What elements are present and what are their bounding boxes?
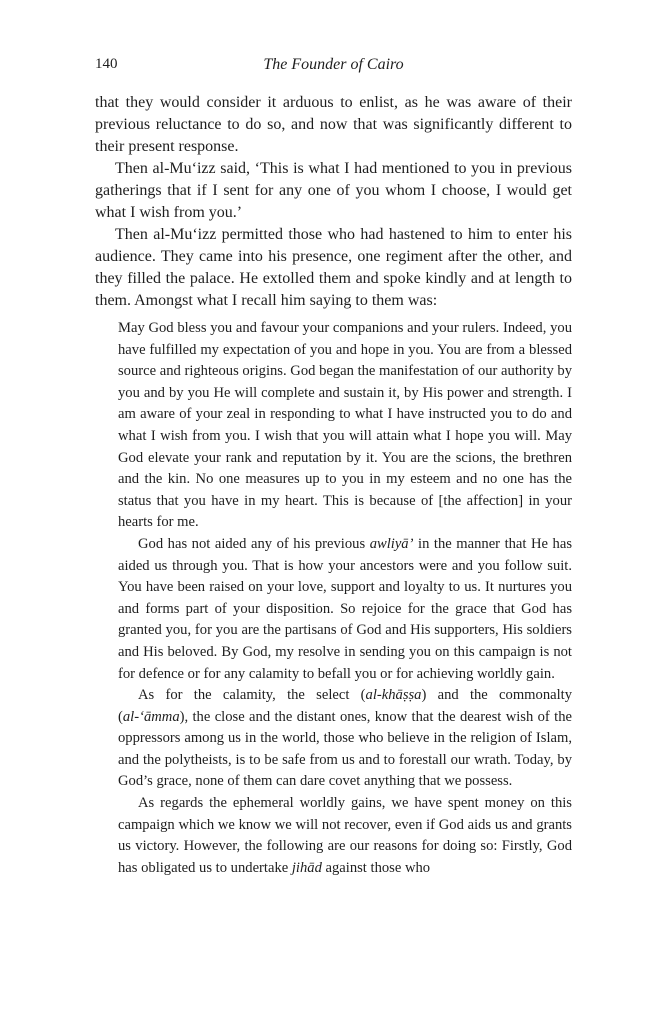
running-title: The Founder of Cairo	[263, 56, 404, 73]
block-quote	[118, 318, 572, 879]
italic-term: jihād	[291, 859, 322, 876]
paragraph: Then al-Mu‘izz permitted those who had hastened to him to enter his audience. They came into his presence, one regiment after the other, and they filled the palace. He extolled them and spoke kindly and at length to them. Amongst what I recall him saying to them was:	[95, 226, 572, 309]
paragraph: Then al-Mu‘izz said, ‘This is what I had mentioned to you in previous gatherings that if I sent for any one of you whom I choose, I would get what I wish from you.’	[95, 160, 572, 221]
quote-paragraph: As for the calamity, the select (al-khāṣṣa) and the commonalty (al-‘āmma), the close and the distant ones, know that the dearest wish of the oppressors among us in the world, those who believe in the religion of Islam, and the polytheists, is to be safe from us and to forestall our wrath. Today, by God’s grace, none of them can dare covet anything that we possess.	[118, 687, 572, 790]
italic-term: al-‘āmma	[122, 708, 180, 725]
quote-paragraph: God has not aided any of his previous awliyā’ in the manner that He has aided us through you. That is how your ancestors were and you follow suit. You have been raised on your love, support and loyalty to us. It nurtures you and forms part of your disposition. So rejoice for the grace that God has granted you, for you are the partisans of God and His supporters, His soldiers and His beloved. By God, my resolve in sending you on this campaign is not for defence or for any calamity to befall you or for achieving worldly gain.	[118, 535, 573, 682]
quote-paragraph: May God bless you and favour your companions and your rulers. Indeed, you have fulfilled my expectation of you and hope in you. You are from a blessed source and righteous origins. God began the manifestation of our authority by you and by you He will complete and sustain it, by His power and strength. I am aware of your zeal in responding to what I have instructed you to do and what I wish from you. I wish that you will attain what I hope you will. May God elevate your rank and reputation by it. You are the scions, the brethren and the kin. No one measures up to you in my esteem and no one has the status that you have in my heart. This is because of [the affection] in your hearts for me.	[118, 320, 572, 531]
italic-term: awliyā’	[369, 535, 414, 552]
quote-paragraph: As regards the ephemeral worldly gains, we have spent money on this campaign which we know we will not recover, even if God aids us and grants us victory. However, the following are our reasons for doing so: Firstly, God has obligated us to undertake jihād against those who	[118, 795, 572, 876]
paragraph: that they would consider it arduous to enlist, as he was aware of their previous reluctance to do so, and now that was significantly different to their present response.	[95, 94, 572, 155]
running-header	[95, 56, 572, 78]
page-number: 140	[95, 56, 118, 72]
italic-term: al-khāṣṣa	[365, 687, 422, 704]
body-text	[95, 92, 572, 312]
